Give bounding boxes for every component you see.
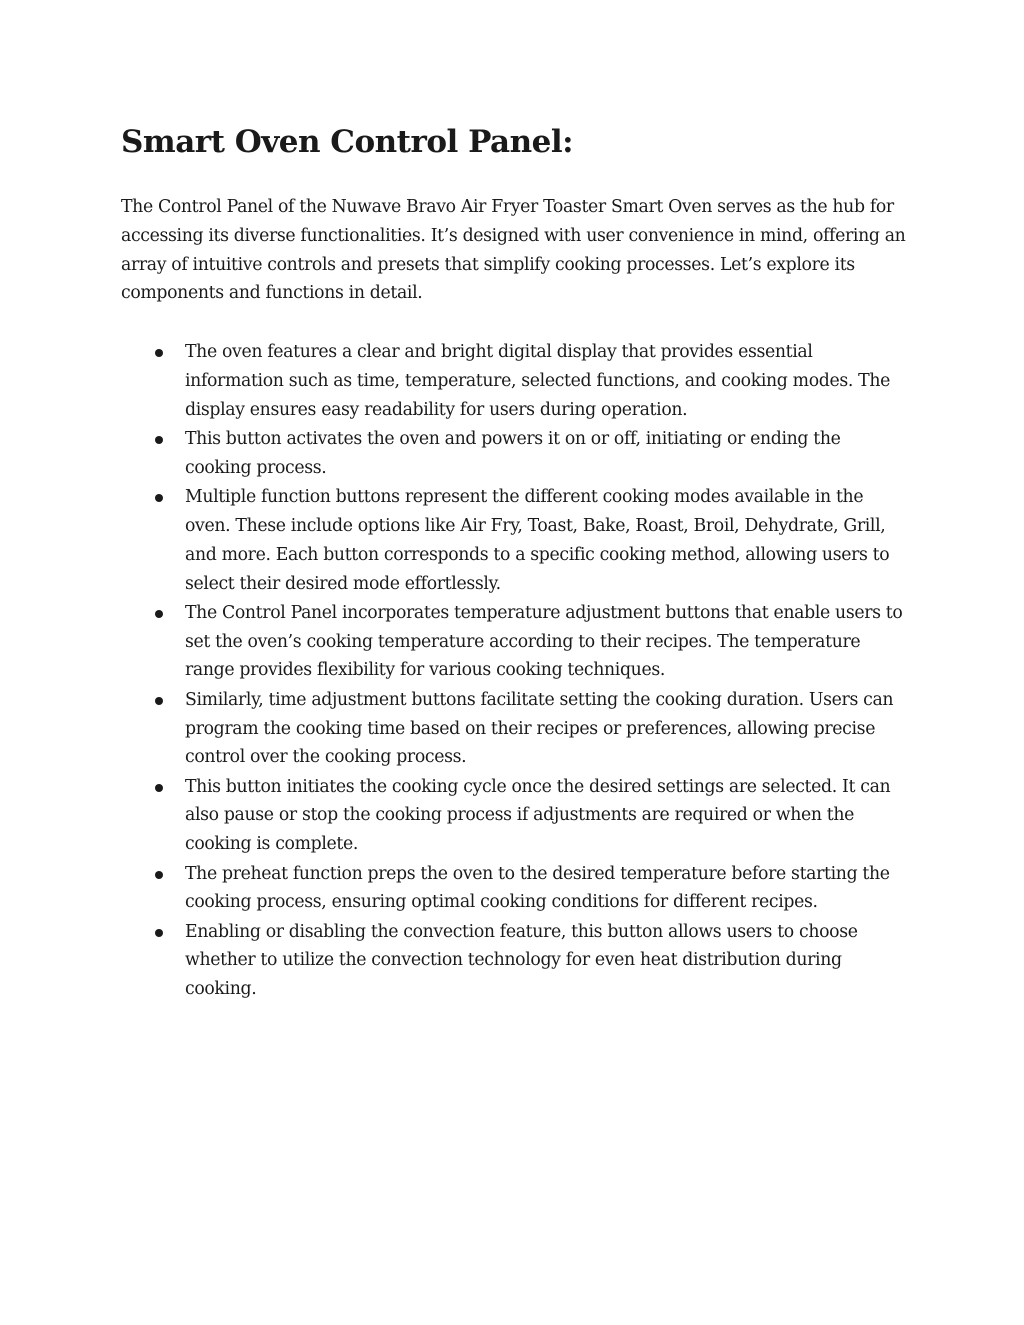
list-item [121,425,903,483]
page-title: Smart Oven Control Panel: [121,124,574,160]
list-item [121,338,903,424]
list-item-text: The Control Panel incorporates temperature adjustment buttons that enable users to set the oven’s cooking temperature according to their recipes. The temperature range provides flexibility for various cooking techniques. [185,602,903,681]
list-item [121,599,903,685]
list-item-text: This button initiates the cooking cycle once the desired settings are selected. It can also pause or stop the cooking process if adjustments are required or when the cooking is complete. [185,776,891,855]
bullet-icon [155,929,163,937]
bullet-icon [155,697,163,705]
list-item-text: This button activates the oven and powers it on or off, initiating or ending the cooking process. [185,429,841,478]
bullet-icon [155,349,163,357]
bullet-icon [155,436,163,444]
list-item [121,773,903,859]
document-page [121,118,911,1005]
intro-paragraph: The Control Panel of the Nuwave Bravo Air Fryer Toaster Smart Oven serves as the hub for accessing its diverse functionalities. It’s designed with user convenience in mind, offering an array of intuitive controls and presets that simplify cooking processes. Let’s explore its components and functions in detail. [121,197,906,304]
bullet-icon [155,784,163,792]
list-item [121,686,903,772]
list-item [121,483,903,598]
list-item-text: Enabling or disabling the convection feature, this button allows users to choose whether to utilize the convection technology for even heat distribution during cooking. [185,921,858,1000]
bullet-list [121,338,911,1004]
list-item [121,860,903,918]
list-item-text: The oven features a clear and bright digital display that provides essential information such as time, temperature, selected functions, and cooking modes. The display ensures easy readability for users during operation. [185,342,890,420]
list-item [121,918,903,1004]
list-item-text: Multiple function buttons represent the different cooking modes available in the oven. These include options like Air Fry, Toast, Bake, Roast, Broil, Dehydrate, Grill, and more. Each button corresponds to a specific cooking method, allowing users to select their desired mode effortlessly. [185,487,890,594]
list-item-text: The preheat function preps the oven to the desired temperature before starting the cooking process, ensuring optimal cooking conditions for different recipes. [185,863,890,913]
bullet-icon [155,871,163,879]
bullet-icon [155,610,163,618]
list-item-text: Similarly, time adjustment buttons facilitate setting the cooking duration. Users can program the cooking time based on their recipes or preferences, allowing precise control over the cooking process. [185,689,894,768]
bullet-icon [155,494,163,502]
